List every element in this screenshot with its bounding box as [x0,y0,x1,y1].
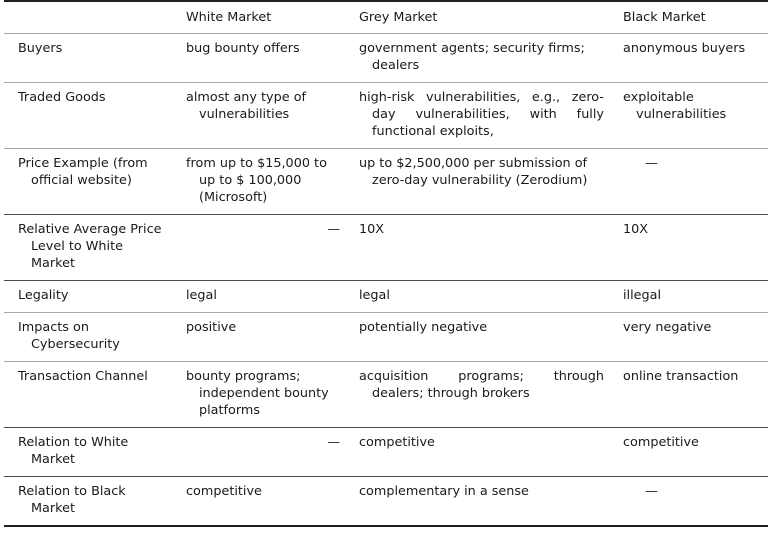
row-label-legality [4,281,176,313]
cell-text: anonymous buyers [623,41,746,57]
cell-text: competitive [359,435,435,451]
cell-relation-white-black [614,428,768,477]
cell-text: high-risk vulnerabilities, e.g., zero-day vulnerabilities, with fully functional exploits, [359,90,604,140]
cell-text: positive [186,320,237,336]
cell-impacts-black [614,313,768,362]
cell-text: Relation to Black Market [18,484,126,517]
cell-text: Relation to White Market [18,435,129,468]
column-header-grey-market: Grey Market [348,1,614,34]
cell-relation-black-black [614,477,768,527]
cell-text: illegal [623,288,662,304]
bottom-rule [614,526,768,527]
cell-impacts-grey [348,313,614,362]
cell-relation-white-white [176,428,348,477]
cell-text: — [327,435,340,451]
cell-buyers-grey [348,34,614,83]
row-label-price-example [4,149,176,215]
row-label-relative-average-price-level [4,215,176,281]
cell-price-example-grey [348,149,614,215]
column-header-label [4,1,176,34]
cell-text: acquisition programs; through dealers; through brokers [359,369,604,402]
cell-text: very negative [623,320,712,336]
cell-text: Buyers [18,41,63,57]
cell-legality-grey [348,281,614,313]
cell-text: online transaction [623,369,739,385]
cell-transaction-channel-grey [348,362,614,428]
cell-relation-black-grey [348,477,614,527]
row-label-traded-goods [4,83,176,149]
cell-text: bug bounty offers [186,41,300,57]
cell-text: — [327,222,340,238]
cell-relative-price-black [614,215,768,281]
cell-impacts-white [176,313,348,362]
table-row [4,313,768,362]
cell-legality-black [614,281,768,313]
row-label-transaction-channel [4,362,176,428]
cell-text: Relative Average Price Level to White Market [18,222,162,272]
cell-price-example-white [176,149,348,215]
row-label-relation-to-black-market [4,477,176,527]
cell-text: 10X [359,222,385,238]
cell-buyers-black [614,34,768,83]
table-footer-rule [4,526,768,527]
cell-text: legal [186,288,217,304]
cell-text: Traded Goods [18,90,106,106]
cell-legality-white [176,281,348,313]
cell-text: 10X [623,222,649,238]
table-body [4,34,768,527]
cell-traded-goods-black [614,83,768,149]
cell-relation-white-grey [348,428,614,477]
cell-text: up to $2,500,000 per submission of zero-day vulnerability (Zerodium) [359,156,588,189]
column-header-black-market: Black Market [614,1,768,34]
cell-transaction-channel-white [176,362,348,428]
row-label-impacts-on-cybersecurity [4,313,176,362]
cell-text: — [645,156,658,172]
cell-transaction-channel-black [614,362,768,428]
cell-relative-price-grey [348,215,614,281]
cell-text: Transaction Channel [18,369,148,385]
cell-text: Impacts on Cybersecurity [18,320,120,353]
table-row [4,83,768,149]
cell-price-example-black [614,149,768,215]
table-row [4,149,768,215]
cell-relation-black-white [176,477,348,527]
row-label-relation-to-white-market [4,428,176,477]
cell-text: legal [359,288,390,304]
bottom-rule [348,526,614,527]
cell-text: potentially negative [359,320,488,336]
table-header-row [4,1,768,34]
cell-text: government agents; security firms; dealers [359,41,585,74]
table-row [4,215,768,281]
bottom-rule [176,526,348,527]
cell-text: almost any type of vulnerabilities [186,90,307,123]
cell-text: competitive [186,484,262,500]
cell-text: competitive [623,435,699,451]
cell-buyers-white [176,34,348,83]
cell-text: bounty programs; independent bounty platforms [186,369,329,419]
cell-text: exploitable vulnerabilities [623,90,727,123]
table-row [4,281,768,313]
table-row [4,34,768,83]
cell-relative-price-white [176,215,348,281]
table-row [4,428,768,477]
bottom-rule [4,526,176,527]
cell-traded-goods-grey [348,83,614,149]
table-header [4,1,768,34]
cell-text: from up to $15,000 to up to $ 100,000 (Microsoft) [186,156,327,206]
cell-text: complementary in a sense [359,484,529,500]
row-label-buyers [4,34,176,83]
cell-traded-goods-white [176,83,348,149]
cell-text: Legality [18,288,69,304]
column-header-white-market: White Market [176,1,348,34]
market-comparison-table [4,0,768,527]
table-bottom-rule-row [4,526,768,527]
cell-text: Price Example (from official website) [18,156,148,189]
table-row [4,477,768,527]
cell-text: — [645,484,658,500]
table-row [4,362,768,428]
